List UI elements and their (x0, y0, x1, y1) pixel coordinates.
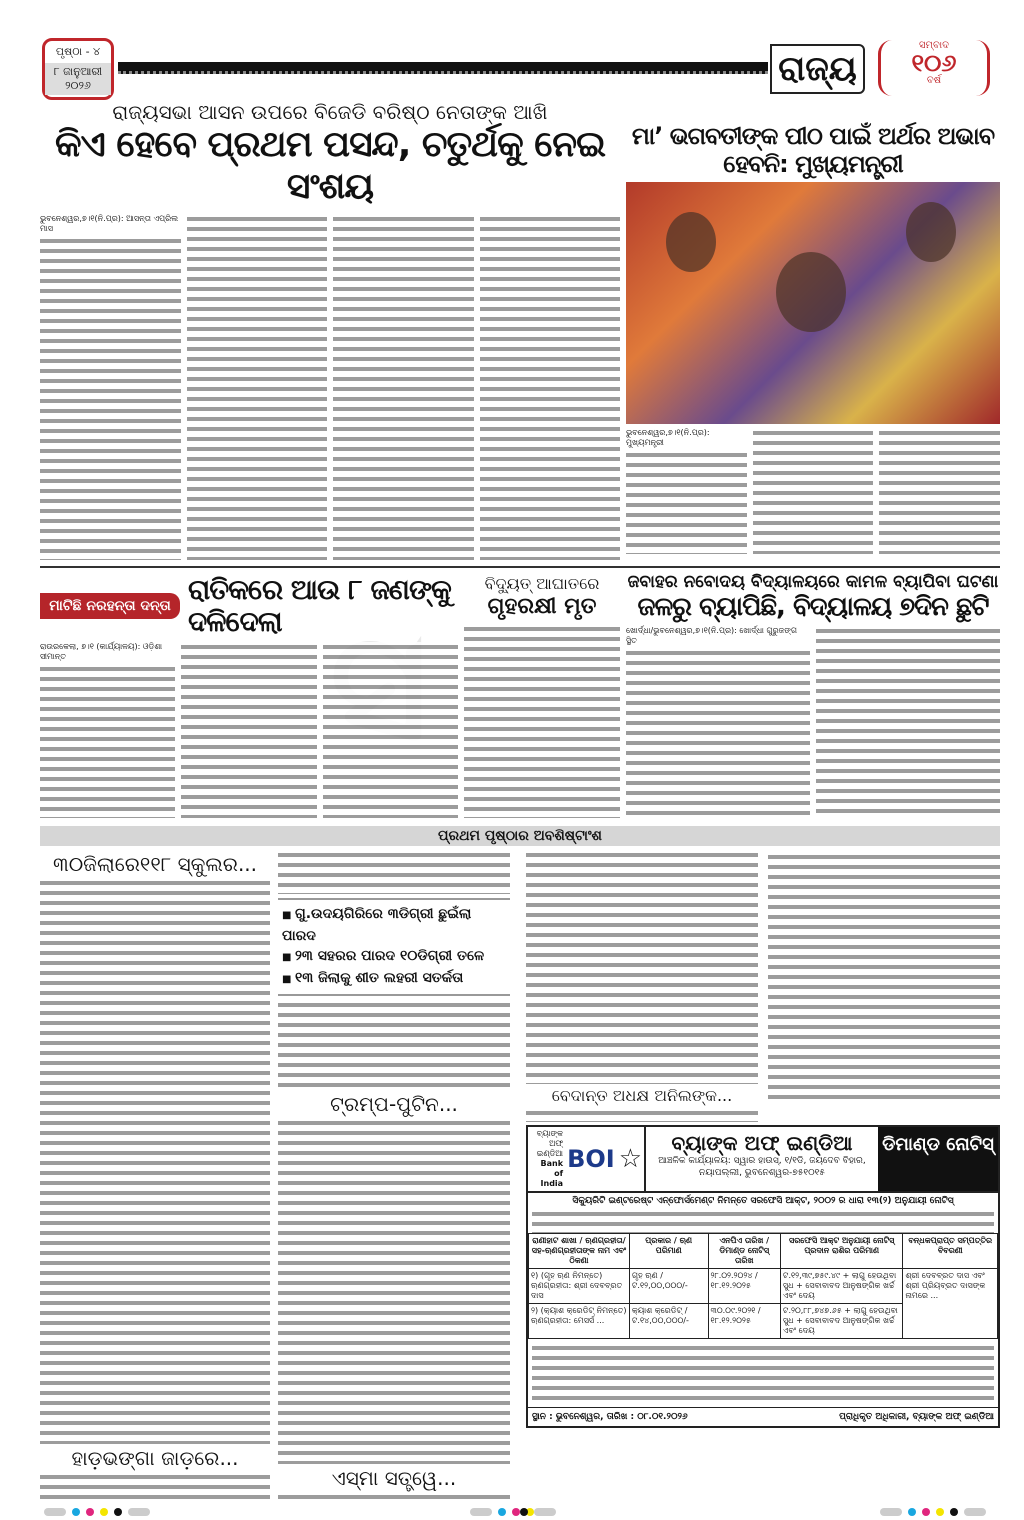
highlight-box (278, 898, 510, 996)
right-body-col (879, 428, 1000, 554)
ad-title: ବ୍ୟାଙ୍କ ଅଫ୍ ଇଣ୍ଡିଆ (671, 1131, 853, 1155)
school-body-col (816, 626, 1000, 818)
ad-act: ସିକ୍ୟୁରିଟି ଇଣ୍ଟରେଷ୍ଟ ଏନ୍‌ଫୋର୍ସମେଣ୍ଟ ନିମନ୍ତେ ସରଫେସି ଆକ୍ଟ, ୨୦୦୨ ର ଧାରା ୧୩(୨) ଅନୁଯାୟୀ ନୋଟିସ୍ (572, 1196, 954, 1206)
lead-body-col (187, 214, 328, 560)
elephant-body-col (181, 642, 316, 818)
cell: ଟ.୧୨,୩୯,୭୫୯.୪୯ + ଲାଗୁ ହେଉଥିବା ସୁଧ + ସେବାବାବଦ ଆନୁଷଙ୍ଗିକ ଖର୍ଚ୍ଚ ଏବଂ ଦେୟ (780, 1269, 903, 1304)
elephant-dateline: ରାଉରକେଲା, ୭।୧ (କାର୍ଯ୍ୟାଳୟ): ଓଡ଼ିଶା ସୀମାନ୍ତ (40, 642, 175, 662)
continued-body (40, 1472, 270, 1502)
bank-logo (528, 1127, 646, 1191)
news-photo (626, 182, 1000, 424)
ad-intro (532, 1209, 994, 1233)
newspaper-logo (878, 40, 990, 96)
continued-body (768, 852, 1000, 1102)
highlight-item: ■ ୨୩ ସହରର ପାରଦ ୧୦ଡିଗ୍ରୀ ତଳେ (278, 946, 510, 968)
elephant-story (40, 574, 458, 818)
cell: ୧) (ଗୃହ ଋଣ ନିମନ୍ତେ) ଋଣଗ୍ରହୀତା: ଶ୍ରୀ ଦେବବ୍ରତ ଦାସ (529, 1269, 630, 1304)
cell: ୨) (କ୍ୟାଶ କ୍ରେଡିଟ୍ ନିମନ୍ତେ) ଋଣଗ୍ରହୀତା: ମେସର୍ସ ... (529, 1304, 630, 1339)
school-story (626, 572, 1000, 818)
lead-body-col (40, 236, 181, 560)
cell: ୩୦.୦୯.୨୦୨୧ / ୧୮.୧୨.୨୦୨୫ (708, 1304, 780, 1339)
logo-sub: ବର୍ଷ (926, 75, 942, 86)
right-story (626, 122, 1000, 554)
registration-marks (44, 1508, 150, 1516)
col-header: ବନ୍ଧକପ୍ରାପ୍ତ ସମ୍ପତ୍ତିର ବିବରଣୀ (903, 1234, 998, 1269)
col-header: ରାଣୀହାଟ ଶାଖା / ଋଣଗ୍ରହୀତା/ସହ-ଋଣଗ୍ରହୀତାଙ୍କ ନାମ ଏବଂ ଠିକଣା (529, 1234, 630, 1269)
lead-dateline: ଭୁବନେଶ୍ୱର,୭।୧(ନି.ପ୍ର): ଆସନ୍ତା ଏପ୍ରିଲ ମାସ (40, 214, 181, 234)
divider (40, 566, 1000, 568)
continued-band: ପ୍ରଥମ ପୃଷ୍ଠାର ଅବଶିଷ୍ଟାଂଶ (40, 826, 1000, 846)
elephant-body-col (40, 664, 175, 818)
logo-years: ୧୦୬ (911, 49, 957, 77)
col-header: ସରଫେସି ଆକ୍ଟ ଅନୁଯାୟୀ ନୋଟିସ୍ ପ୍ରଦାନ ରାଶିର ପରିମାଣ (780, 1234, 903, 1269)
continued-col (40, 850, 270, 1502)
table-row (529, 1269, 998, 1304)
bank-demand-notice-ad (526, 1125, 1000, 1428)
continued-body (526, 850, 758, 1084)
star-icon: ☆ (618, 1144, 642, 1174)
school-kicker: ଜବାହର ନବୋଦୟ ବିଦ୍ୟାଳୟରେ କାମଳ ବ୍ୟାପିବା ଘଟଣା (627, 572, 999, 592)
page-date: ୮ ଜାନୁଆରୀ ୨୦୨୬ (45, 63, 111, 95)
cell: କ୍ୟାଶ କ୍ରେଡିଟ୍ / ଟ.୧୪,୦୦,୦୦୦/- (629, 1304, 708, 1339)
bank-name-small: ବ୍ୟାଙ୍କ ଅଫ୍ ଇଣ୍ଡିଆ (536, 1129, 564, 1158)
elephant-tag: ମାଟିଛି ନରହନ୍ତା ଦନ୍ତା (40, 593, 180, 619)
electro-story (464, 574, 620, 818)
lead-story (40, 100, 620, 560)
lead-body-col (480, 214, 621, 560)
continued-body (278, 1492, 510, 1502)
page-label (42, 38, 114, 100)
electro-body (464, 624, 620, 818)
cell: ୨୮.୦୨.୨୦୨୪ / ୧୮.୧୨.୨୦୨୫ (708, 1269, 780, 1304)
elephant-body-col (323, 642, 458, 818)
lead-headline: କିଏ ହେବେ ପ୍ରଥମ ପସନ୍ଦ, ଚତୁର୍ଥକୁ ନେଇ ସଂଶୟ (54, 124, 606, 207)
school-body-col (626, 648, 810, 818)
cell: ଶ୍ରୀ ଦେବବ୍ରତ ଦାସ ଏବଂ ଶ୍ରୀ ପ୍ରିୟବ୍ରତ ଦାସଙ୍କ ନାମରେ ... (903, 1269, 998, 1339)
logo-name: ସମ୍ବାଦ (919, 40, 949, 51)
col-header: ପ୍ରକାର / ଋଣ ପରିମାଣ (629, 1234, 708, 1269)
ad-place-date: ସ୍ଥାନ : ଭୁବନେଶ୍ୱର, ତାରିଖ : ୦୮.୦୧.୨୦୨୬ (532, 1412, 688, 1422)
cell: ଟ.୨୦,୮୮,୭୪୭.୬୫ + ଲାଗୁ ହେଉଥିବା ସୁଧ + ସେବାବାବଦ ଆନୁଷଙ୍ଗିକ ଖର୍ଚ୍ଚ ଏବଂ ଦେୟ (780, 1304, 903, 1339)
elephant-headline: ରାତିକରେ ଆଉ ୮ ଜଣଙ୍କୁ ଦଳିଦେଲା (188, 574, 451, 638)
cell: ଗୃହ ଋଣ / ଟ.୧୨,୦୦,୦୦୦/- (629, 1269, 708, 1304)
electro-headline: ଗୃହରକ୍ଷୀ ମୃତ (487, 594, 597, 619)
continued-col (526, 850, 758, 1122)
lead-body-col (333, 214, 474, 560)
continued-body (526, 1108, 758, 1122)
registration-marks (520, 1508, 556, 1516)
ad-notice-label: ଡିମାଣ୍ଡ ନୋଟିସ୍ (878, 1127, 998, 1191)
continued-head: ଏସ୍‌ମା ସତ୍ତ୍ୱେ... (331, 1466, 457, 1490)
ad-signatory: ପ୍ରାଧିକୃତ ଅଧିକାରୀ, ବ୍ୟାଙ୍କ ଅଫ୍ ଇଣ୍ଡିଆ (839, 1412, 994, 1422)
registration-marks (880, 1508, 986, 1516)
highlight-item: ■ ଗୁ.ଉଦୟଗିରିରେ ୩ଡିଗ୍ରୀ ଛୁଇଁଲା ପାରଦ (278, 904, 510, 946)
right-body-col (753, 428, 874, 554)
notice-table (528, 1233, 998, 1339)
school-headline: ଜଳରୁ ବ୍ୟାପିଛି, ବିଦ୍ୟାଳୟ ୭ଦିନ ଛୁଟି (637, 592, 989, 622)
page-number: ପୃଷ୍ଠା - ୪ (55, 45, 101, 58)
electro-kicker: ବିଦ୍ୟୁତ୍ ଆଘାତରେ (484, 574, 600, 593)
continued-head: ହାଡ଼ଭଙ୍ଗା ଜାଡ଼ରେ... (71, 1446, 239, 1470)
continued-col (278, 850, 510, 1502)
right-dateline: ଭୁବନେଶ୍ୱର,୭।୧(ନି.ପ୍ର): ମୁଖ୍ୟମନ୍ତ୍ରୀ (626, 428, 747, 448)
continued-body (278, 1000, 510, 1090)
continued-body (278, 850, 510, 894)
continued-body (40, 878, 270, 1444)
section-title: ରାଜ୍ୟ (770, 44, 865, 94)
ad-office: ଆଞ୍ଚଳିକ କାର୍ଯ୍ୟାଳୟ: ସ୍ୱାର ହାଉସ୍, ୧/୧ଡି, ଜୟଦେବ ବିହାର, ନୟାପଲ୍ଲୀ, ଭୁବନେଶ୍ୱର-୭୫୧୦୧୫ (658, 1156, 866, 1178)
lead-kicker: ରାଜ୍ୟସଭା ଆସନ ଉପରେ ବିଜେଡି ବରିଷ୍ଠ ନେତାଙ୍କ ଆଖି (112, 100, 548, 124)
right-body-col (626, 450, 747, 554)
ad-body (532, 1343, 994, 1403)
continued-head: ୩୦ଜିଲାରେ୧୧୮ ସ୍କୁଲର... (52, 852, 258, 876)
bank-name-en: Bank of India (540, 1159, 564, 1188)
continued-body (278, 1118, 510, 1464)
boi-logo-text: BOI (567, 1145, 615, 1173)
continued-head: ଟ୍ରମ୍ପ-ପୁଟିନ... (330, 1092, 458, 1116)
highlight-item: ■ ୧୩ ଜିଲାକୁ ଶୀତ ଲହରୀ ସତର୍କତା (278, 968, 510, 990)
continued-head: ବେଦାନ୍ତ ଅଧକ୍ଷ ଅନିଲଙ୍କ... (551, 1086, 733, 1105)
school-dateline: ଖୋର୍ଦ୍ଧା/ଭୁବନେଶ୍ୱର,୭।୧(ନି.ପ୍ର): ଖୋର୍ଦ୍ଧା ଗୁରୁଜଙ୍ଗ ସ୍ଥିତ (626, 626, 810, 646)
header-bar (118, 62, 768, 74)
right-headline: ମା’ ଭଗବତୀଙ୍କ ପୀଠ ପାଇଁ ଅର୍ଥର ଅଭାବ ହେବନି: ମୁଖ୍ୟମନ୍ତ୍ରୀ (631, 122, 995, 178)
col-header: ଏନପିଏ ତାରିଖ / ଡିମାଣ୍ଡ ନୋଟିସ୍ ତାରିଖ (708, 1234, 780, 1269)
